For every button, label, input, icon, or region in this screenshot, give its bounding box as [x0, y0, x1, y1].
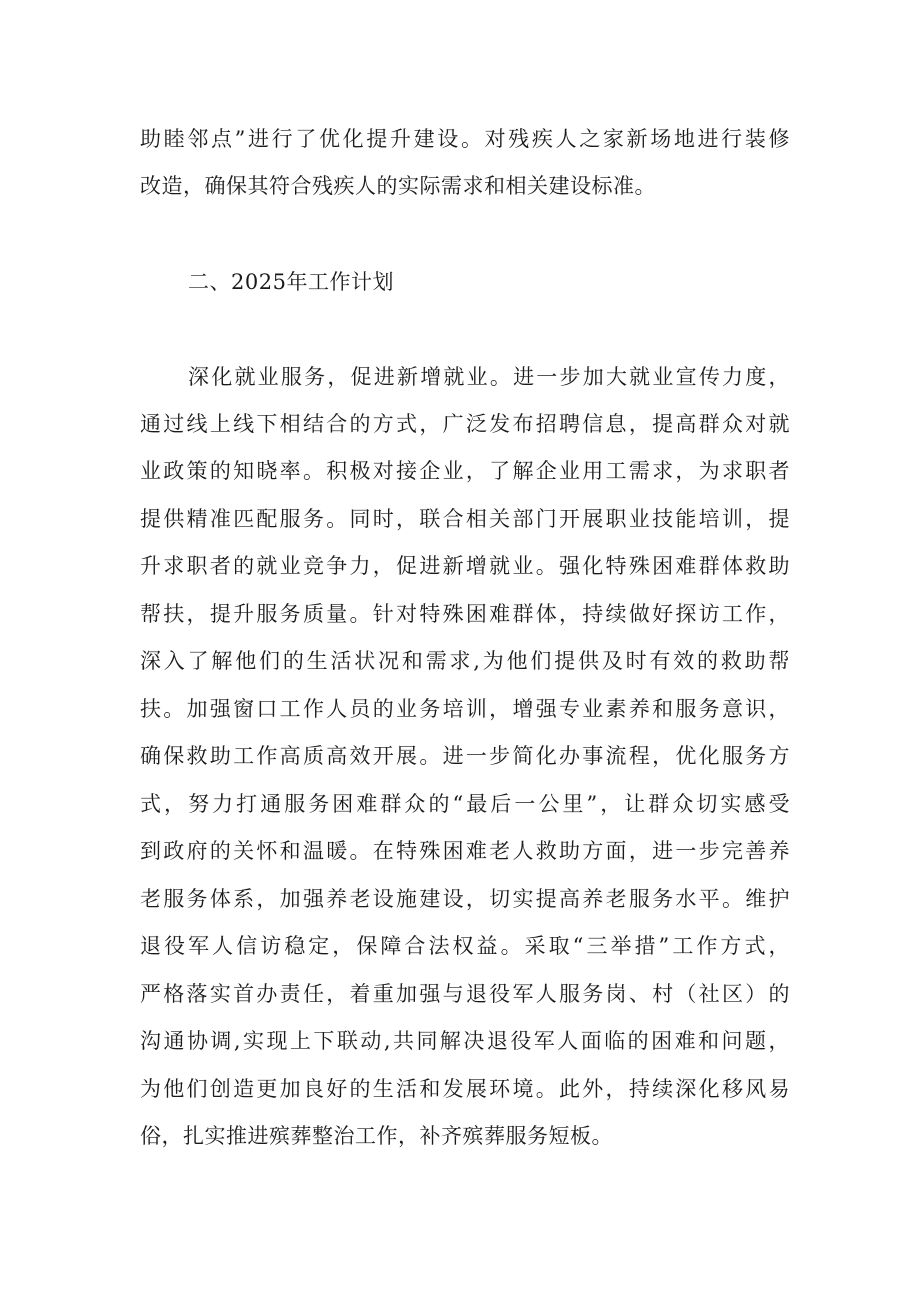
- body-line-7: 深入了解他们的生活状况和需求,为他们提供及时有效的救助帮: [140, 649, 790, 673]
- body-line-13: 退役军人信访稳定，保障合法权益。采取“三举措”工作方式，: [140, 934, 790, 958]
- body-line-11: 到政府的关怀和温暖。在特殊困难老人救助方面，进一步完善养: [140, 839, 790, 863]
- body-line-9: 确保救助工作高质高效开展。进一步简化办事流程，优化服务方: [140, 744, 790, 768]
- body-line-17: 俗，扎实推进殡葬整治工作，补齐殡葬服务短板。: [140, 1124, 613, 1148]
- body-line-14: 严格落实首办责任，着重加强与退役军人服务岗、村（社区）的: [140, 982, 790, 1006]
- body-line-12: 老服务体系，加强养老设施建设，切实提高养老服务水平。维护: [140, 887, 790, 911]
- body-line-4: 提供精准匹配服务。同时，联合相关部门开展职业技能培训，提: [140, 507, 790, 531]
- body-line-8: 扶。加强窗口工作人员的业务培训，增强专业素养和服务意识，: [140, 697, 790, 721]
- body-line-15: 沟通协调,实现上下联动,共同解决退役军人面临的困难和问题，: [140, 1029, 790, 1053]
- body-line-5: 升求职者的就业竞争力，促进新增就业。强化特殊困难群体救助: [140, 554, 790, 578]
- intro-line-2: 改造，确保其符合残疾人的实际需求和相关建设标准。: [140, 174, 656, 198]
- body-line-6: 帮扶，提升服务质量。针对特殊困难群体，持续做好探访工作，: [140, 602, 790, 626]
- body-line-2: 通过线上线下相结合的方式，广泛发布招聘信息，提高群众对就: [140, 412, 790, 436]
- body-line-16: 为他们创造更加良好的生活和发展环境。此外，持续深化移风易: [140, 1077, 790, 1101]
- body-line-10: 式，努力打通服务困难群众的“最后一公里”，让群众切实感受: [140, 792, 790, 816]
- body-line-1: 深化就业服务，促进新增就业。进一步加大就业宣传力度，: [188, 365, 790, 389]
- intro-line-1: 助睦邻点”进行了优化提升建设。对残疾人之家新场地进行装修: [140, 127, 790, 151]
- section-heading: 二、2025年工作计划: [188, 270, 394, 294]
- body-line-3: 业政策的知晓率。积极对接企业，了解企业用工需求，为求职者: [140, 459, 790, 483]
